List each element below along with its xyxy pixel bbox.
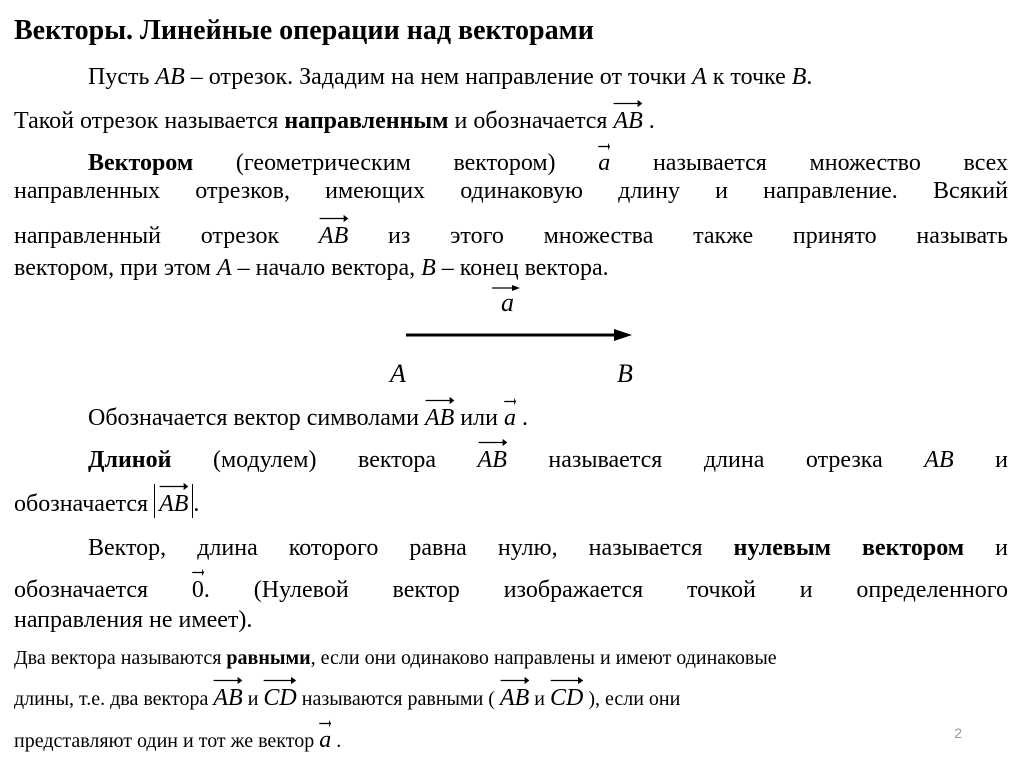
vector-CD: CD <box>550 680 583 710</box>
p6-line2: длины, т.е. два вектора AB и CD называются равными ( AB и CD ), если они <box>14 680 680 711</box>
term-equal: равными <box>226 647 311 669</box>
vector-arrow-icon <box>598 142 610 151</box>
vector-arrow-icon <box>550 676 583 685</box>
vector-zero: 0 <box>192 572 204 602</box>
p4-line1: Длиной (модулем) вектора AB называется длина отрезка AB и <box>88 442 1008 474</box>
vector-arrow-icon <box>425 396 454 405</box>
page-number: 2 <box>954 725 962 741</box>
vector-AB: AB <box>613 103 642 133</box>
p2-line2: направленных отрезков, имеющих одинаковую длину и направление. Всякий <box>14 178 1008 204</box>
vector-a: a <box>598 145 610 175</box>
p4-line2: обозначается AB . <box>14 484 199 518</box>
p1-line2: Такой отрезок называется направленным и обозначается AB . <box>14 103 655 135</box>
vector-AB: AB <box>213 680 242 710</box>
p3-line: Обозначается вектор символами AB или a . <box>88 400 528 432</box>
vector-figure <box>380 276 660 391</box>
vector-AB: AB <box>425 400 454 430</box>
vector-a: a <box>504 400 516 430</box>
figure-vector-label: a <box>501 288 514 317</box>
p2-line3: направленный отрезок AB из этого множества также принято называть <box>14 218 1008 250</box>
vector-arrow-icon <box>192 568 204 577</box>
p5-line1: Вектор, длина которого равна нулю, называется нулевым вектором и <box>88 535 1009 561</box>
p1-line1: Пусть AB – отрезок. Зададим на нем направление от точки A к точке B. <box>88 64 813 90</box>
term-directed: направленным <box>284 108 449 134</box>
vector-arrow-icon <box>319 719 331 728</box>
term-zero-vector: нулевым вектором <box>733 535 965 561</box>
vector-arrow-icon <box>319 214 348 223</box>
vector-arrow-icon <box>504 397 516 406</box>
vector-arrow-icon <box>478 438 507 447</box>
p2-line4: вектором, при этом A – начало вектора, B – конец вектора. <box>14 255 609 281</box>
p6-line1: Два вектора называются равными, если они одинаково направлены и имеют одинаковые <box>14 647 777 669</box>
vector-CD: CD <box>263 680 296 710</box>
p5-line2: обозначается 0. (Нулевой вектор изображается точкой и определенного <box>14 572 1008 604</box>
vector-AB: AB <box>159 486 188 516</box>
vector-arrow-icon <box>500 676 529 685</box>
vector-AB: AB <box>478 442 507 472</box>
vector-arrow-icon <box>159 482 188 491</box>
p2-line1: Вектором (геометрическим вектором) a называется множество всех <box>88 145 1008 177</box>
vector-AB: AB <box>500 680 529 710</box>
figure-end-label: B <box>617 359 633 388</box>
vector-modulus <box>154 484 193 518</box>
term-vector: Вектором <box>88 150 194 176</box>
page-title: Векторы. Линейные операции над векторами <box>14 15 594 46</box>
vector-AB: AB <box>319 218 348 248</box>
term-length: Длиной <box>88 447 172 473</box>
vector-a: a <box>319 722 331 752</box>
vector-arrow-icon <box>263 676 296 685</box>
figure-start-label: A <box>390 359 406 388</box>
vector-arrow-icon <box>613 99 642 108</box>
p5-line3: направления не имеет). <box>14 607 253 633</box>
p6-line3: представляют один и тот же вектор a . <box>14 722 341 753</box>
vector-arrow-icon <box>213 676 242 685</box>
